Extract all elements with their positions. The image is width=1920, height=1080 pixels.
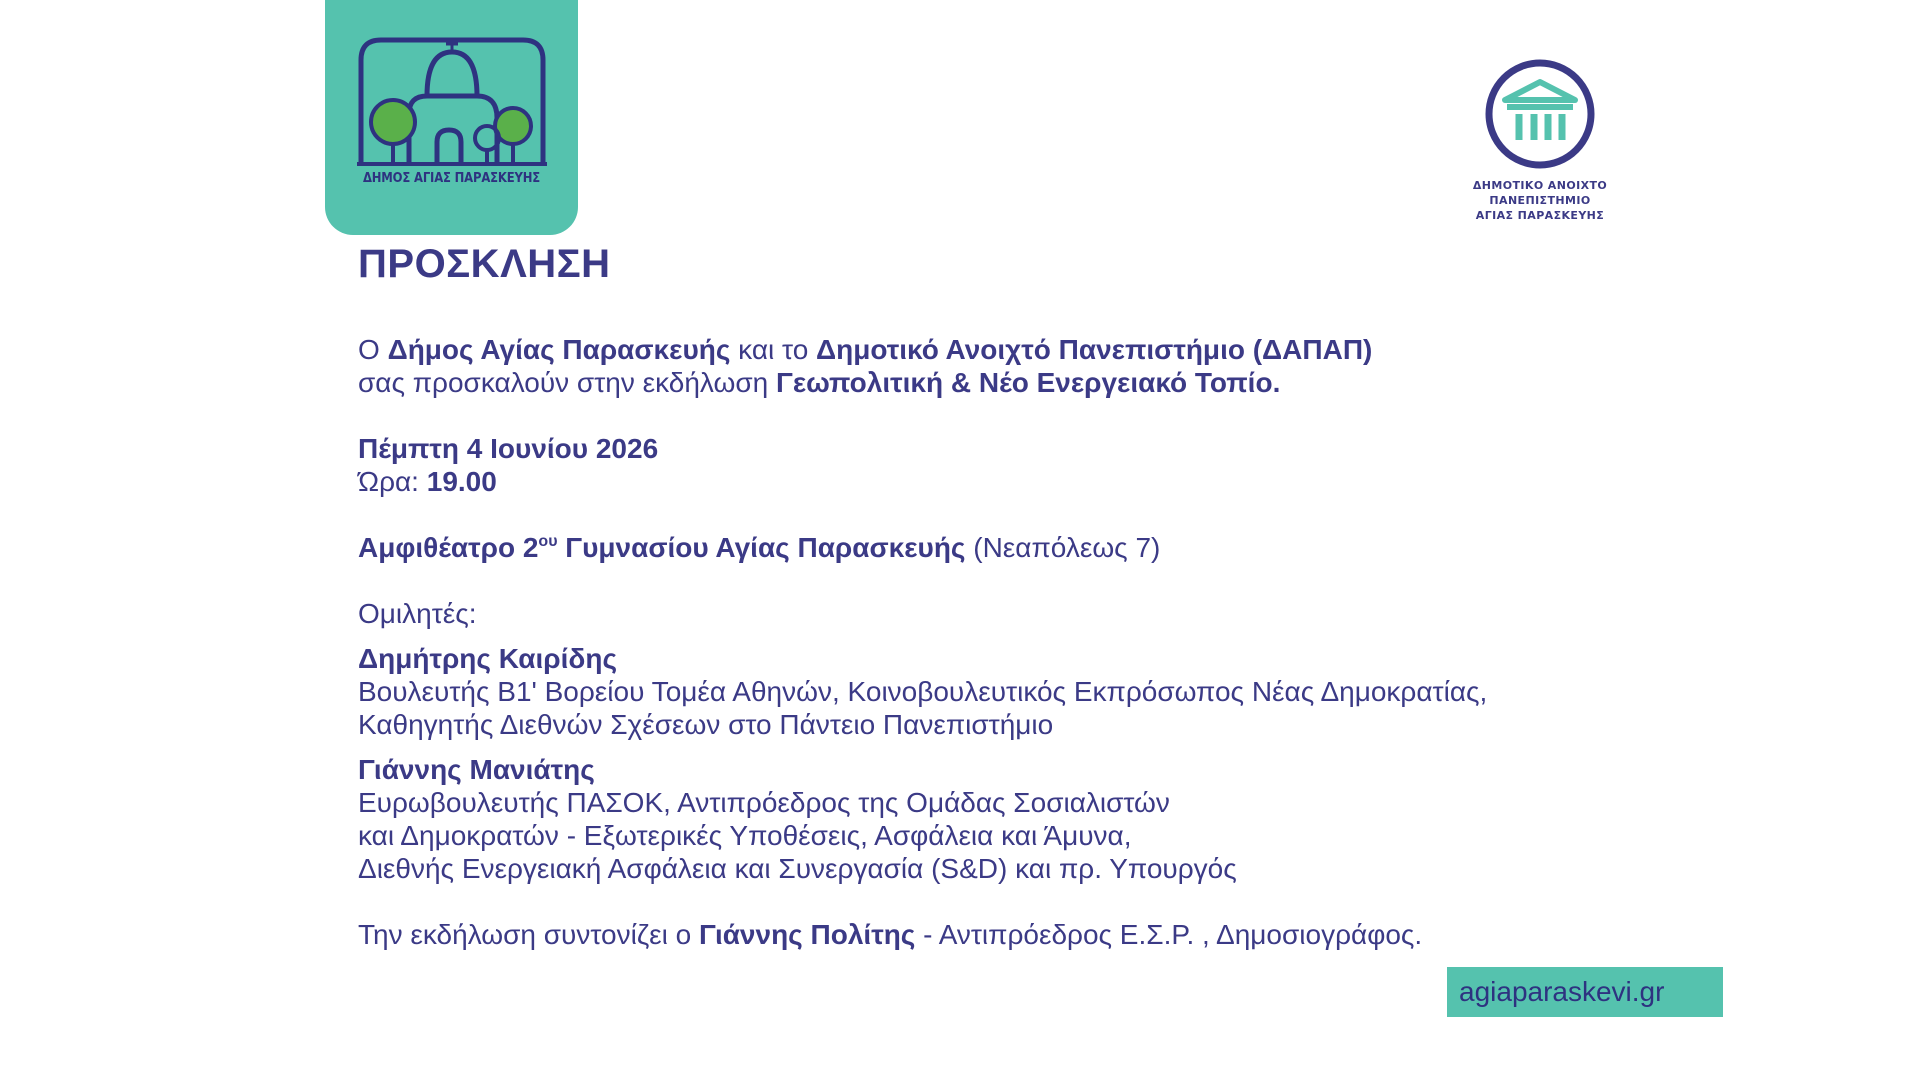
logo-text-line: ΠΑΝΕΠΙΣΤΗΜΙΟ [1489,194,1591,207]
logo-text-line: ΑΓΙΑΣ ΠΑΡΑΣΚΕΥΗΣ [1475,209,1605,222]
church-trees-icon [357,34,547,166]
speaker [358,753,1688,885]
text: Ο [358,334,388,365]
open-university-logo [1460,58,1620,223]
open-university-logo-text [1460,178,1620,223]
venue-name: Αμφιθέατρο 2 [358,532,539,563]
venue-address: (Νεαπόλεως 7) [965,532,1161,563]
time-label: Ώρα: [358,466,427,497]
coordinator-role: - Αντιπρόεδρος Ε.Σ.Ρ. , Δημοσιογράφος. [915,919,1423,950]
organizer-university: Δημοτικό Ανοιχτό Πανεπιστήμιο (ΔΑΠΑΠ) [816,334,1373,365]
time-value: 19.00 [426,466,497,497]
intro-line-2 [358,366,1688,399]
text: Την εκδήλωση συντονίζει ο [358,919,700,950]
speaker-name: Δημήτρης Καιρίδης [358,643,618,674]
speaker-name: Γιάννης Μανιάτης [358,754,595,785]
temple-circle-icon [1483,58,1597,170]
event-title: Γεωπολιτική & Νέο Ενεργειακό Τοπίο. [776,367,1281,398]
logo-text-line: ΔΗΜΟΤΙΚΟ ΑΝΟΙΧΤΟ [1472,179,1608,192]
speakers-label: Ομιλητές: [358,598,477,629]
invitation-body [358,240,1688,951]
speaker-role: Καθηγητής Διεθνών Σχέσεων στο Πάντειο Πανεπιστήμιο [358,709,1054,740]
text: και το [730,334,817,365]
event-time [358,465,1688,498]
speaker-role: και Δημοκρατών - Εξωτερικές Υποθέσεις, Ασφάλεια και Άμυνα, [358,820,1132,851]
intro-line-1 [358,333,1688,366]
speaker-role: Βουλευτής Β1' Βορείου Τομέα Αθηνών, Κοινοβουλευτικός Εκπρόσωπος Νέας Δημοκρατίας, [358,676,1488,707]
speaker-role: Ευρωβουλευτής ΠΑΣΟΚ, Αντιπρόεδρος της Ομάδας Σοσιαλιστών [358,787,1170,818]
municipality-logo-text: ΔΗΜΟΣ ΑΓΙΑΣ ΠΑΡΑΣΚΕΥΗΣ [362,170,541,186]
text: σας προσκαλούν στην εκδήλωση [358,367,776,398]
coordinator-name: Γιάννης Πολίτης [699,919,916,950]
speaker-role: Διεθνής Ενεργειακή Ασφάλεια και Συνεργασία (S&D) και πρ. Υπουργός [358,853,1237,884]
coordinator-line [358,918,1688,951]
organizer-municipality: Δήμος Αγίας Παρασκευής [387,334,731,365]
venue-name-rest: Γυμνασίου Αγίας Παρασκευής [557,532,966,563]
venue-ordinal: ου [538,533,558,550]
municipality-logo [325,0,578,235]
page-title: ΠΡΟΣΚΛΗΣΗ [358,242,611,286]
event-venue [358,531,1688,564]
speaker [358,642,1688,741]
website-link[interactable]: agiaparaskevi.gr [1447,967,1723,1017]
event-date: Πέμπτη 4 Ιουνίου 2026 [358,433,659,464]
